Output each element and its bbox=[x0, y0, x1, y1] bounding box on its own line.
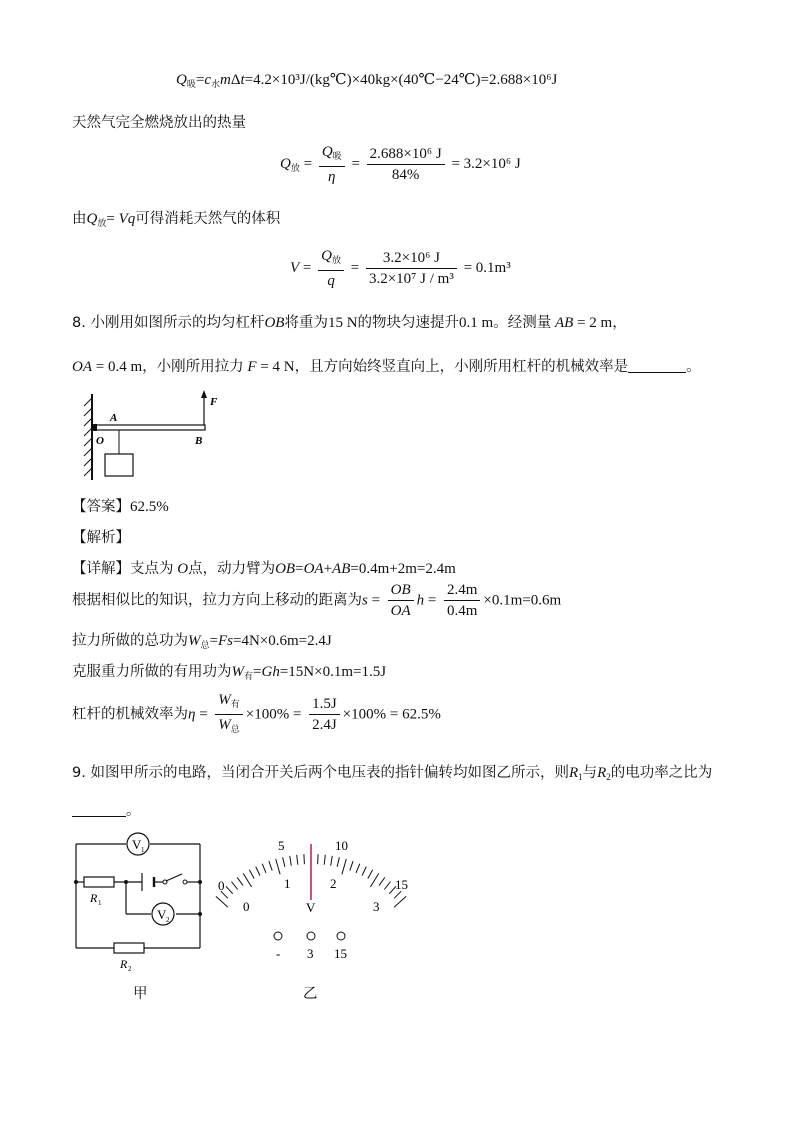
svg-text:15: 15 bbox=[334, 946, 347, 961]
terminal-15 bbox=[337, 932, 345, 940]
formula-volume: V = $\frac{Q_放}{q}$ = $\frac{\text{3.2×10⁶ J}}{\text{3.2×10⁷ J / m³}}$ = 0.1m³ bbox=[290, 248, 511, 289]
caption-jia: 甲 bbox=[133, 986, 148, 1002]
answer8 bbox=[72, 495, 169, 516]
fraction-q-value: $\frac{\text{2.688×10⁶ J}}{84\%}$ bbox=[367, 144, 445, 185]
dial-tick bbox=[232, 882, 238, 890]
q-release-subscript: 放 bbox=[290, 162, 300, 173]
line-by-q: 由$Q_放= Vq$可得消耗天然气的体积 bbox=[72, 211, 281, 228]
detail-line4: 克服重力所做的有用功为$W_有=Gh=15N\times 0.1m=1.5J$ bbox=[72, 664, 387, 681]
top-label-15: 15 bbox=[395, 877, 408, 892]
dial-tick bbox=[297, 855, 298, 865]
meter-unit: V bbox=[306, 900, 316, 915]
dial-tick bbox=[290, 856, 292, 866]
q8-number: 8. bbox=[72, 315, 86, 331]
circuit-figure bbox=[66, 826, 212, 976]
svg-text:1: 1 bbox=[141, 846, 145, 854]
q9-line1: 9. 如图甲所示的电路，当闭合开关后两个电压表的指针偏转均如图乙所示，则$R_1$与$R_2$的电功率之比为 bbox=[72, 765, 713, 782]
q8-line2: OA = 0.4 m，小刚所用拉力 F = 4 N，且方向始终竖直向上，小刚所用杠杆的机械效率是 。 bbox=[72, 359, 701, 375]
q9-line2: 。 bbox=[72, 799, 141, 820]
detail-line1: 【详解】支点为 O点，动力臂为OB=OA+AB=0.4m+2m=2.4m bbox=[72, 561, 456, 577]
q9-answer-blank bbox=[72, 802, 126, 817]
label-B: B bbox=[195, 435, 203, 447]
svg-text:-: - bbox=[276, 946, 281, 961]
bottom-label-0: 0 bbox=[243, 899, 250, 914]
terminal-neg bbox=[274, 932, 282, 940]
dial-tick bbox=[304, 854, 305, 864]
bottom-label-1: 1 bbox=[284, 876, 291, 891]
q8-answer-blank bbox=[628, 358, 686, 373]
lever-figure bbox=[72, 388, 232, 488]
dial-tick bbox=[384, 882, 390, 890]
c-subscript: 水 bbox=[211, 79, 221, 89]
dial-tick bbox=[362, 867, 366, 876]
dial-tick bbox=[276, 859, 280, 874]
dial-tick bbox=[243, 873, 251, 887]
svg-text:R: R bbox=[120, 957, 128, 971]
top-label-10: 10 bbox=[335, 838, 348, 853]
resistor-r2 bbox=[114, 943, 144, 953]
dial-tick bbox=[283, 857, 285, 867]
svg-text:2: 2 bbox=[166, 916, 170, 924]
dial-tick bbox=[216, 896, 228, 907]
analysis-tag: 【解析】 bbox=[72, 530, 130, 546]
dial-tick bbox=[237, 877, 243, 885]
answer-tag: 【答案】 bbox=[72, 499, 130, 515]
detail-line5: 杠杆的机械效率为η = $\frac{W_有}{W_总}$ ×100% = $\frac{1.5J}{2.4J}$ ×100% = 62.5% bbox=[72, 690, 441, 739]
svg-text:3: 3 bbox=[307, 946, 314, 961]
dial-tick bbox=[356, 864, 360, 873]
volume-result: = 0.1m³ bbox=[463, 259, 511, 276]
top-label-0: 0 bbox=[218, 878, 225, 893]
dial-tick bbox=[394, 896, 406, 907]
dial-tick bbox=[337, 857, 339, 867]
voltmeter-dial bbox=[206, 832, 420, 964]
fraction-v-symbolic: $\frac{Q_放}{q}$ bbox=[318, 246, 344, 291]
formula-q-release: $Q_放$ = $\frac{Q_吸}{\eta}$ = $\frac{\text{2.688×10⁶ J}}{84\%}$ = 3.2×10⁶ J bbox=[280, 144, 521, 185]
answer-value: 62.5% bbox=[130, 499, 169, 515]
dial-tick bbox=[269, 861, 272, 871]
q-subscript: 吸 bbox=[186, 79, 196, 89]
fraction-efficiency: $\frac{1.5J}{2.4J}$ bbox=[309, 694, 340, 735]
dial-tick bbox=[249, 870, 254, 879]
dial-tick bbox=[226, 886, 233, 894]
fraction-ob-oa: $\frac{OB}{OA}$ bbox=[388, 580, 414, 621]
label-A: A bbox=[110, 412, 118, 424]
bottom-label-2: 2 bbox=[330, 876, 337, 891]
svg-text:V: V bbox=[132, 837, 142, 852]
dial-tick bbox=[368, 870, 373, 879]
dial-tick bbox=[342, 859, 346, 874]
detail-line3: 拉力所做的总功为$W_总=Fs=4N\times 0.6m=2.4J$ bbox=[72, 633, 332, 650]
svg-text:R: R bbox=[90, 891, 98, 905]
q8-line1: 8. 小刚用如图所示的均匀杠杆OB将重为15 N的物块匀速提升0.1 m。经测量 AB = 2 m， bbox=[72, 315, 627, 331]
q-absorb-body: =4.2×10³J/(kg℃)×40kg×(40℃−24℃)=2.688×10⁶J bbox=[244, 72, 558, 88]
label-F: F bbox=[210, 396, 218, 408]
resistor-r1 bbox=[84, 877, 114, 887]
dial-tick bbox=[379, 877, 385, 885]
fraction-distance: $\frac{2.4m}{0.4m}$ bbox=[444, 580, 480, 621]
svg-text:V: V bbox=[157, 907, 167, 922]
q-release-result: = 3.2×10⁶ J bbox=[451, 155, 521, 172]
dial-tick bbox=[262, 864, 266, 873]
switch-lever bbox=[166, 874, 182, 881]
lever-bar bbox=[93, 425, 205, 430]
detail-line2: 根据相似比的知识，拉力方向上移动的距离为s = $\frac{OB}{OA}$ h = $\frac{2.4m}{0.4m}$ ×0.1m=0.6m bbox=[72, 582, 562, 619]
dial-tick bbox=[256, 867, 260, 876]
dial-tick bbox=[331, 856, 333, 866]
q9-number: 9. bbox=[72, 765, 86, 781]
fraction-w-ratio: $\frac{W_有}{W_总}$ bbox=[215, 690, 243, 739]
bottom-label-3: 3 bbox=[373, 899, 380, 914]
top-label-5: 5 bbox=[278, 838, 285, 853]
line-gas-heat: 天然气完全燃烧放出的热量 bbox=[72, 115, 246, 131]
block bbox=[105, 454, 133, 476]
label-O: O bbox=[96, 435, 104, 447]
dial-tick bbox=[350, 861, 353, 871]
dial-tick bbox=[370, 873, 378, 887]
dial-tick bbox=[394, 891, 401, 898]
fraction-q-eta: $\frac{Q_吸}{\eta}$ bbox=[319, 142, 345, 187]
fraction-v-value: $\frac{\text{3.2×10⁶ J}}{\text{3.2×10⁷ J / m³}}$ bbox=[366, 248, 457, 289]
formula-q-absorbed: $Q_吸=c_水m\Delta t=4.2\times 10^3J/(kg℃)\times 40kg\times(40℃-24℃)=2.688\times 10^6J$ bbox=[176, 72, 558, 89]
svg-text:2: 2 bbox=[128, 965, 132, 973]
terminal-3 bbox=[307, 932, 315, 940]
caption-yi: 乙 bbox=[303, 986, 318, 1002]
dial-tick bbox=[318, 854, 319, 864]
dial-tick bbox=[324, 855, 325, 865]
svg-text:1: 1 bbox=[98, 899, 102, 907]
